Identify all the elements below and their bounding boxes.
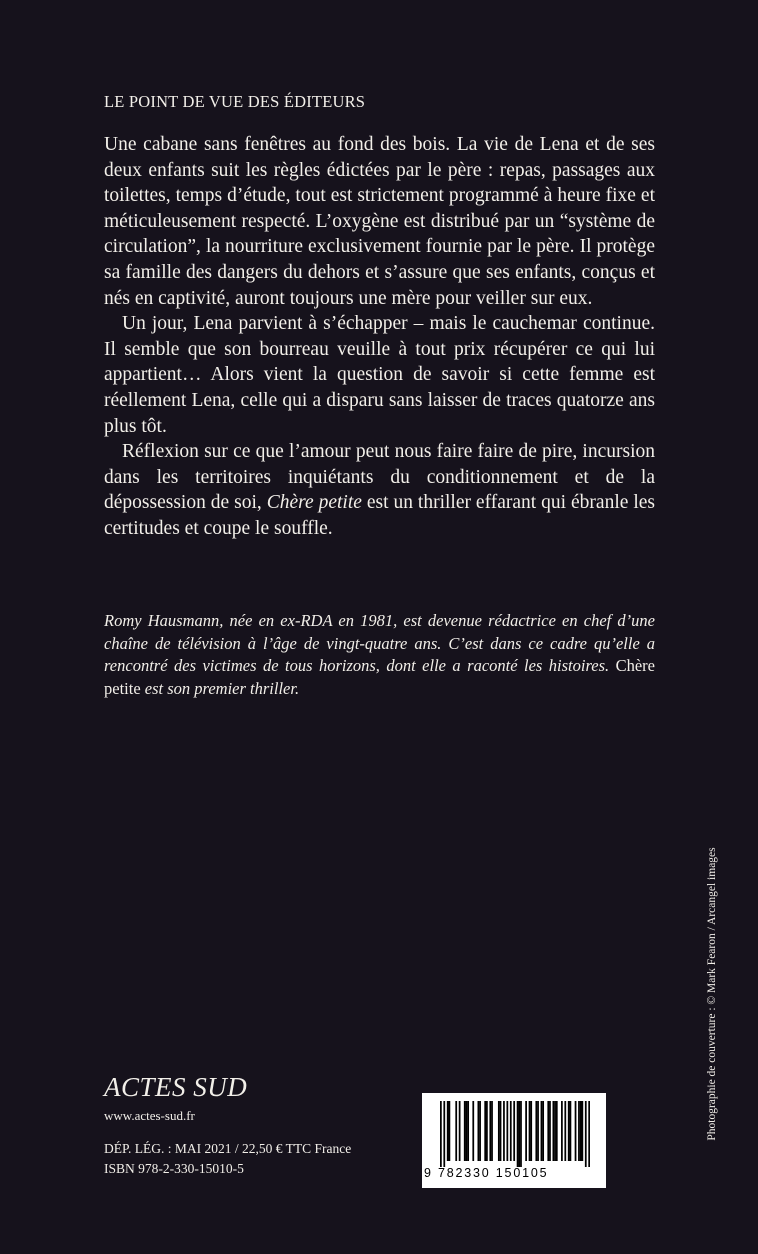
barcode-bar bbox=[578, 1101, 580, 1161]
publisher-url: www.actes-sud.fr bbox=[104, 1108, 195, 1123]
barcode-bar bbox=[535, 1101, 537, 1161]
barcode-bar bbox=[556, 1101, 558, 1161]
photo-credit: Photographie de couverture : © Mark Fearon / Arcangel images bbox=[706, 847, 718, 1141]
barcode-bar bbox=[513, 1101, 515, 1161]
synopsis-paragraph: Une cabane sans fenêtres au fond des bois. La vie de Lena et de ses deux enfants suit les règles édictées par le père : repas, passages aux toilettes, temps d’étude, tout est strictement programmé à heure fixe et méticuleusement respecté. L’oxygène est distribué par un “système de circulation”, la nourriture exclusivement fournie par le père. Il protège sa famille des dangers du dehors et s’assure que ses enfants, conçus et nés en captivité, auront toujours une mère pour veiller sur eux. bbox=[104, 134, 655, 309]
synopsis-text: Réflexion sur ce que l’amour peut nous faire faire de pire, incursion dans les territoires inquiétants du conditionnement et de la dépossession de soi, bbox=[104, 441, 655, 514]
barcode-bar bbox=[447, 1101, 449, 1161]
publisher-logo: ACTES SUD bbox=[104, 1072, 248, 1102]
synopsis-paragraph: Un jour, Lena parvient à s’échapper – mais le cauchemar continue. Il semble que son bourreau veuille à tout prix récupérer ce qui lui appartient… Alors vient la question de savoir si cette femme est réellement Lena, celle qui a disparu sans laisser de traces quatorze ans plus tôt. bbox=[104, 313, 655, 437]
barcode-bar bbox=[529, 1101, 531, 1161]
barcode-bar bbox=[489, 1101, 491, 1161]
barcode-bar bbox=[561, 1101, 563, 1161]
barcode-bar bbox=[564, 1101, 566, 1161]
barcode-bar bbox=[464, 1101, 466, 1161]
barcode-bar bbox=[537, 1101, 539, 1161]
book-title: Chère petite bbox=[266, 492, 362, 514]
synopsis bbox=[104, 132, 655, 542]
barcode-bar bbox=[547, 1101, 549, 1161]
barcode-bar bbox=[440, 1101, 442, 1167]
barcode-bar bbox=[581, 1101, 583, 1161]
barcode-bar bbox=[554, 1101, 556, 1161]
author-bio bbox=[104, 610, 655, 700]
barcode-bar bbox=[484, 1101, 486, 1161]
barcode-bar bbox=[467, 1101, 469, 1161]
barcode-bars bbox=[440, 1101, 590, 1167]
barcode-bar bbox=[553, 1101, 555, 1161]
barcode-bar bbox=[585, 1101, 587, 1167]
barcode-bar bbox=[478, 1101, 480, 1161]
barcode-bar bbox=[459, 1101, 461, 1161]
barcode-bar bbox=[570, 1101, 572, 1161]
isbn: ISBN 978-2-330-15010-5 bbox=[104, 1161, 244, 1176]
barcode-bar bbox=[498, 1101, 500, 1161]
barcode-bar bbox=[472, 1101, 474, 1161]
barcode-bar bbox=[479, 1101, 481, 1161]
barcode-bar bbox=[500, 1101, 502, 1161]
barcode-bar bbox=[575, 1101, 577, 1161]
section-heading: LE POINT DE VUE DES ÉDITEURS bbox=[104, 92, 366, 111]
barcode-bar bbox=[580, 1101, 582, 1161]
barcode-bar bbox=[510, 1101, 512, 1161]
barcode-bar bbox=[549, 1101, 551, 1161]
barcode-bar bbox=[466, 1101, 468, 1161]
barcode-bar bbox=[517, 1101, 519, 1167]
barcode-bar bbox=[520, 1101, 522, 1167]
barcode-bar bbox=[518, 1101, 520, 1167]
barcode-bar bbox=[455, 1101, 457, 1161]
barcode-bar bbox=[506, 1101, 508, 1161]
author-bio-text: Romy Hausmann, née en ex-RDA en 1981, est devenue rédactrice en chef d’une chaîne de télévision à l’âge de vingt-quatre ans. C’est dans ce cadre qu’elle a rencontré des victimes de tous horizons, dont elle a raconté les histoires. bbox=[104, 611, 655, 675]
barcode-bar bbox=[443, 1101, 445, 1167]
book-title: Chère petite bbox=[104, 656, 655, 698]
barcode-bar bbox=[449, 1101, 451, 1161]
legal-deposit-price: DÉP. LÉG. : MAI 2021 / 22,50 € TTC France bbox=[104, 1141, 352, 1156]
author-bio-text: est son premier thriller. bbox=[140, 678, 300, 698]
barcode-bar bbox=[588, 1101, 590, 1167]
synopsis-text: est un thriller effarant qui ébranle les certitudes et coupe le souffle. bbox=[104, 492, 655, 539]
barcode-bar bbox=[568, 1101, 570, 1161]
barcode-bar bbox=[503, 1101, 505, 1161]
barcode bbox=[422, 1093, 606, 1188]
barcode-bar bbox=[491, 1101, 493, 1161]
barcode-digits: 9 782330 150105 bbox=[424, 1166, 549, 1180]
barcode-bar bbox=[541, 1101, 543, 1161]
barcode-bar bbox=[530, 1101, 532, 1161]
synopsis-paragraph bbox=[104, 439, 655, 541]
barcode-bar bbox=[486, 1101, 488, 1161]
barcode-bar bbox=[525, 1101, 527, 1161]
barcode-bar bbox=[542, 1101, 544, 1161]
